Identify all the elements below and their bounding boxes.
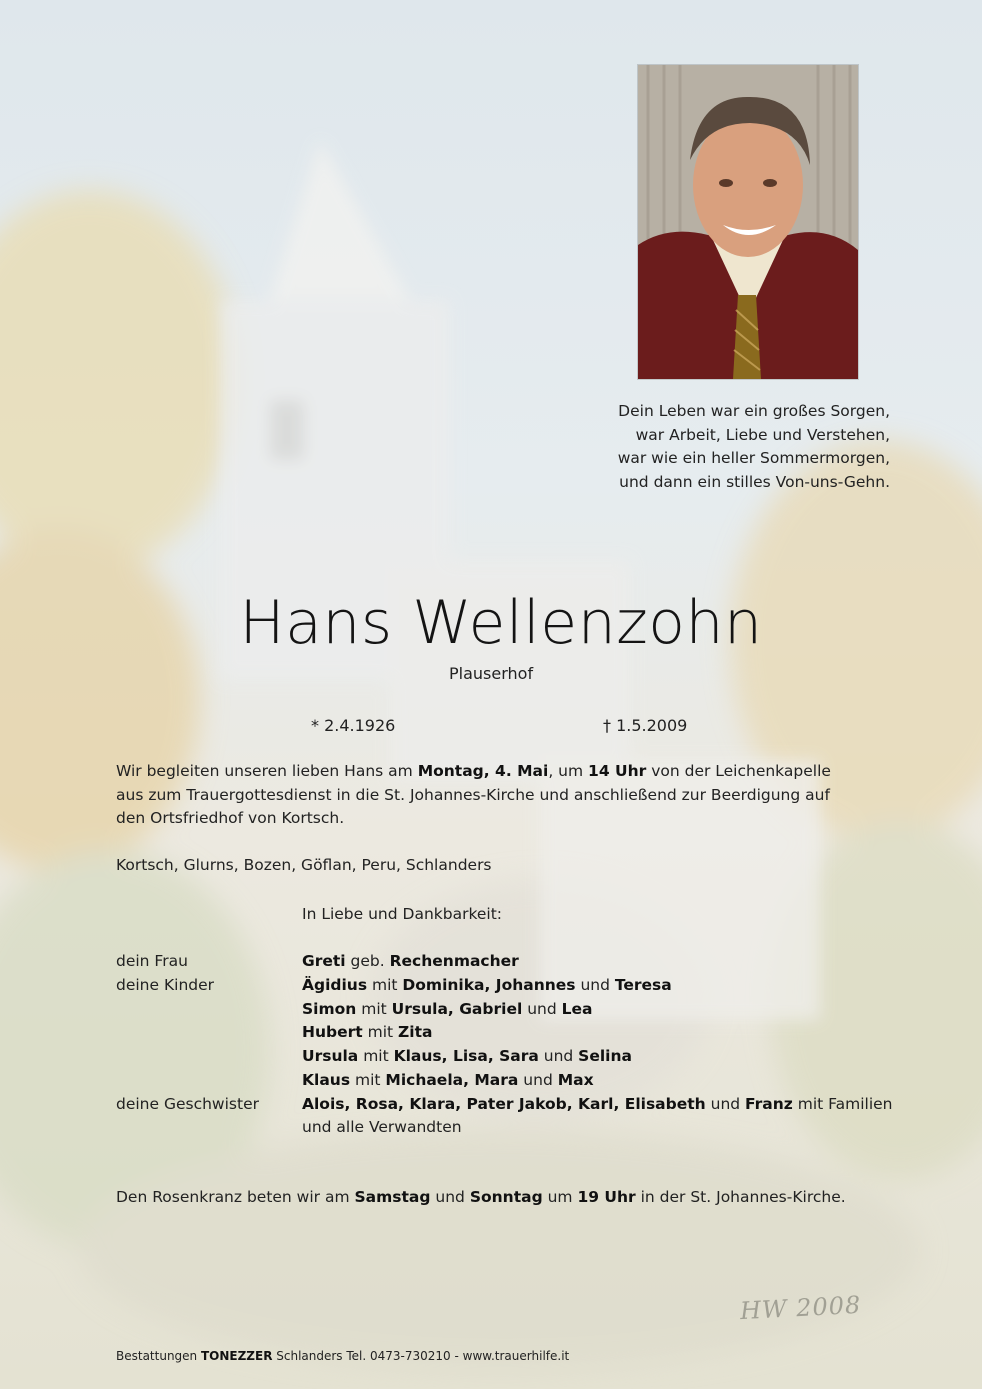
text-run: Den Rosenkranz beten wir am <box>116 1188 355 1206</box>
bold-text-run: Samstag <box>354 1188 431 1206</box>
poem-line: und dann ein stilles Von-uns-Gehn. <box>619 472 890 491</box>
text-run: Wir begleiten unseren lieben Hans am <box>116 762 418 780</box>
bold-text-run: Rechenmacher <box>389 952 519 970</box>
text-run: von der Leichenkapelle <box>646 762 831 780</box>
family-line <box>302 950 519 974</box>
birth-date: * 2.4.1926 <box>311 716 396 735</box>
family-line <box>302 1069 594 1093</box>
text-run: mit Familien <box>792 1095 893 1113</box>
family-line <box>302 1045 632 1069</box>
funeral-home-footer <box>116 1349 569 1363</box>
family-line <box>302 1116 462 1140</box>
portrait-icon <box>638 65 858 379</box>
portrait-photo <box>638 65 858 379</box>
text-run: , um <box>548 762 589 780</box>
death-date: † 1.5.2009 <box>603 716 688 735</box>
painter-signature: HW 2008 <box>739 1290 862 1326</box>
bold-text-run: Klaus, Lisa, Sara <box>393 1047 539 1065</box>
bold-text-run: Max <box>557 1071 594 1089</box>
text-run: und <box>522 1000 562 1018</box>
bold-text-run: Sonntag <box>469 1188 543 1206</box>
text-run: und <box>430 1188 470 1206</box>
text-run: geb. <box>345 952 390 970</box>
relation-label-wife: dein Frau <box>116 952 188 970</box>
text-run: mit <box>367 976 403 994</box>
relation-label-siblings: deine Geschwister <box>116 1095 259 1113</box>
text-run: und <box>705 1095 746 1113</box>
poem-line: Dein Leben war ein großes Sorgen, <box>618 402 890 420</box>
text-run: mit <box>358 1047 394 1065</box>
bold-text-run: Lea <box>561 1000 593 1018</box>
bold-text-run: Hubert <box>302 1023 363 1041</box>
bold-text-run: Selina <box>578 1047 632 1065</box>
bold-text-run: Teresa <box>614 976 672 994</box>
text-run: mit <box>356 1000 392 1018</box>
places-list: Kortsch, Glurns, Bozen, Göflan, Peru, Schlanders <box>116 856 492 874</box>
bold-text-run: Dominika, Johannes <box>402 976 576 994</box>
announcement-line: den Ortsfriedhof von Kortsch. <box>116 809 345 827</box>
family-line <box>302 1021 432 1045</box>
bold-text-run: Greti <box>302 952 346 970</box>
announcement-line: aus zum Trauergottesdienst in die St. Johannes-Kirche und anschließend zur Beerdigung auf <box>116 785 830 804</box>
poem-line: war wie ein heller Sommermorgen, <box>617 449 890 467</box>
bold-text-run: Zita <box>398 1023 433 1041</box>
farm-name: Plauserhof <box>449 664 534 683</box>
text-run: und <box>518 1071 558 1089</box>
bold-text-run: Ägidius <box>302 976 368 994</box>
funeral-announcement <box>116 760 906 831</box>
family-line <box>302 1093 893 1117</box>
bold-text-run: TONEZZER <box>200 1349 273 1363</box>
bold-text-run: 19 Uhr <box>577 1188 636 1206</box>
text-run: mit <box>362 1023 399 1041</box>
text-run: mit <box>350 1071 386 1089</box>
bold-text-run: Montag, 4. Mai <box>417 762 549 780</box>
family-line <box>302 974 672 998</box>
bold-text-run: Michaela, Mara <box>385 1071 519 1089</box>
bold-text-run: Ursula <box>302 1047 359 1065</box>
poem-line: war Arbeit, Liebe und Verstehen, <box>635 425 890 444</box>
text-run: und alle Verwandten <box>302 1118 462 1136</box>
announcement-line <box>116 760 906 784</box>
bold-text-run: Ursula, Gabriel <box>391 1000 523 1018</box>
relation-label-children: deine Kinder <box>116 976 215 994</box>
memorial-poem <box>560 400 890 494</box>
text-run: Bestattungen <box>116 1349 201 1363</box>
bold-text-run: Klaus <box>302 1071 351 1089</box>
bold-text-run: Alois, Rosa, Klara, Pater Jakob, Karl, Elisabeth <box>302 1095 706 1113</box>
bold-text-run: Franz <box>745 1095 793 1113</box>
family-line <box>302 998 592 1022</box>
gratitude-line: In Liebe und Dankbarkeit: <box>302 905 503 923</box>
deceased-name: Hans Wellenzohn <box>239 588 763 658</box>
text-run: um <box>542 1188 578 1206</box>
text-run: und <box>575 976 615 994</box>
bold-text-run: 14 Uhr <box>588 762 647 780</box>
text-run: Schlanders Tel. 0473-730210 - www.trauerhilfe.it <box>272 1349 570 1363</box>
text-run: und <box>538 1047 579 1065</box>
rosary-announcement <box>116 1188 846 1206</box>
bold-text-run: Simon <box>302 1000 357 1018</box>
text-run: in der St. Johannes-Kirche. <box>635 1188 846 1206</box>
